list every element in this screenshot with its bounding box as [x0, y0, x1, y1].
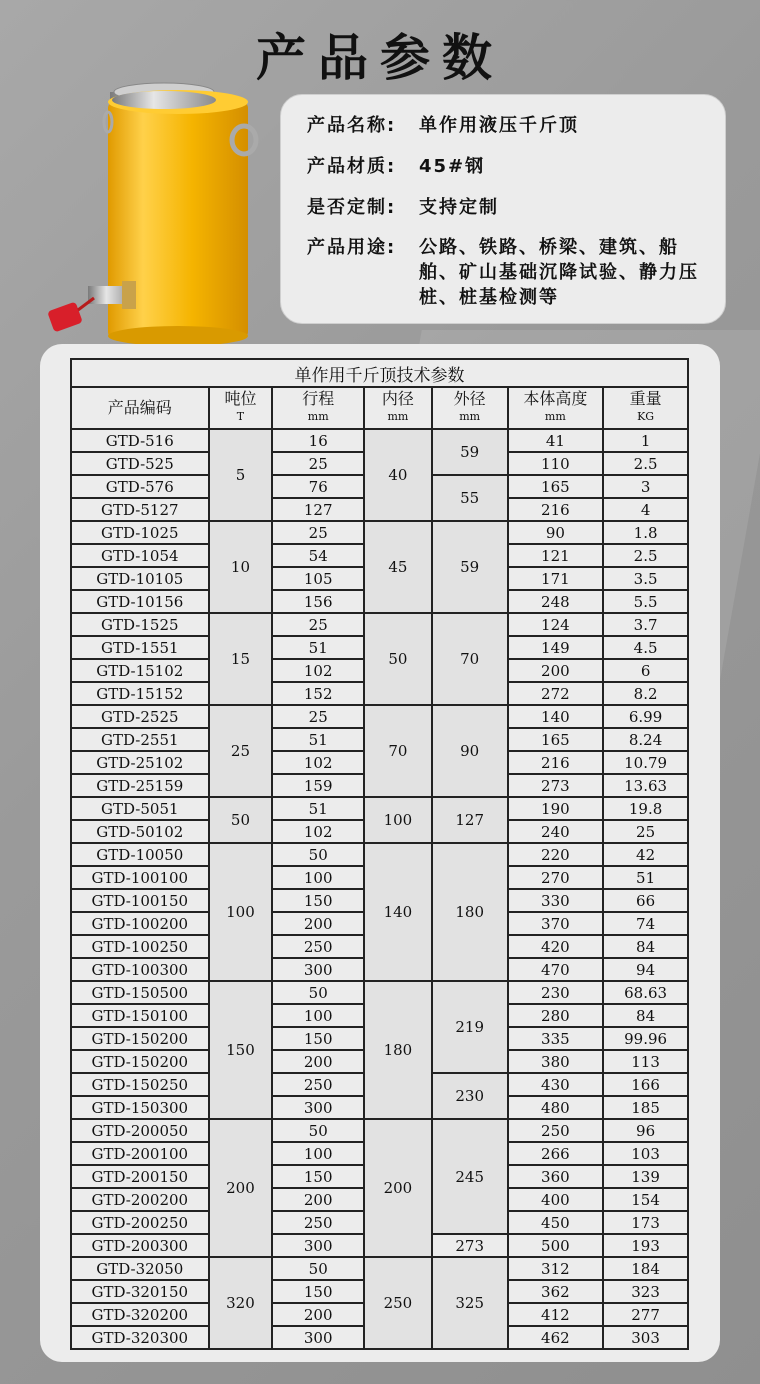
cell-stroke: 25 — [272, 613, 364, 636]
cell-weight: 277 — [603, 1303, 688, 1326]
cell-height: 165 — [508, 475, 604, 498]
cell-height: 110 — [508, 452, 604, 475]
cell-stroke: 25 — [272, 521, 364, 544]
cell-code: GTD-200150 — [71, 1165, 209, 1188]
cell-stroke: 250 — [272, 1073, 364, 1096]
cell-height: 335 — [508, 1027, 604, 1050]
cell-tonnage: 150 — [209, 981, 273, 1119]
cell-height: 248 — [508, 590, 604, 613]
table-row — [71, 797, 688, 820]
cell-tonnage: 50 — [209, 797, 273, 843]
table-row — [71, 1119, 688, 1142]
cell-bore: 180 — [364, 981, 432, 1119]
header-weight: 重量 KG — [603, 387, 688, 429]
cell-code: GTD-2551 — [71, 728, 209, 751]
header-od: 外径 mm — [432, 387, 508, 429]
cell-tonnage: 100 — [209, 843, 273, 981]
cell-stroke: 100 — [272, 866, 364, 889]
cell-tonnage: 5 — [209, 429, 273, 521]
cell-height: 270 — [508, 866, 604, 889]
cell-stroke: 300 — [272, 1096, 364, 1119]
cell-weight: 4 — [603, 498, 688, 521]
cell-weight: 6.99 — [603, 705, 688, 728]
cell-weight: 5.5 — [603, 590, 688, 613]
cell-stroke: 50 — [272, 1257, 364, 1280]
cell-height: 430 — [508, 1073, 604, 1096]
cell-stroke: 200 — [272, 912, 364, 935]
info-material-label: 产品材质: — [307, 156, 397, 177]
cell-od: 180 — [432, 843, 508, 981]
header-tonnage: 吨位 T — [209, 387, 273, 429]
cell-code: GTD-200300 — [71, 1234, 209, 1257]
cell-weight: 154 — [603, 1188, 688, 1211]
cell-bore: 45 — [364, 521, 432, 613]
cell-stroke: 25 — [272, 705, 364, 728]
cell-height: 362 — [508, 1280, 604, 1303]
cell-weight: 113 — [603, 1050, 688, 1073]
cell-stroke: 150 — [272, 1165, 364, 1188]
cell-stroke: 300 — [272, 1326, 364, 1349]
cell-height: 171 — [508, 567, 604, 590]
spec-table-card — [40, 344, 720, 1362]
cell-bore: 140 — [364, 843, 432, 981]
cell-height: 140 — [508, 705, 604, 728]
cell-height: 41 — [508, 429, 604, 452]
cell-weight: 94 — [603, 958, 688, 981]
cell-height: 420 — [508, 935, 604, 958]
cell-weight: 74 — [603, 912, 688, 935]
cell-code: GTD-5051 — [71, 797, 209, 820]
table-row — [71, 1257, 688, 1280]
cell-stroke: 102 — [272, 659, 364, 682]
info-row-usage — [307, 235, 713, 310]
cell-height: 230 — [508, 981, 604, 1004]
cell-code: GTD-320300 — [71, 1326, 209, 1349]
cell-weight: 173 — [603, 1211, 688, 1234]
info-name-label: 产品名称: — [307, 115, 397, 136]
cell-weight: 19.8 — [603, 797, 688, 820]
cell-stroke: 152 — [272, 682, 364, 705]
info-custom-label: 是否定制: — [307, 197, 397, 218]
cell-tonnage: 320 — [209, 1257, 273, 1349]
cell-code: GTD-525 — [71, 452, 209, 475]
cell-height: 250 — [508, 1119, 604, 1142]
cell-bore: 200 — [364, 1119, 432, 1257]
cell-weight: 6 — [603, 659, 688, 682]
cell-code: GTD-100150 — [71, 889, 209, 912]
cell-bore: 100 — [364, 797, 432, 843]
cell-od: 230 — [432, 1073, 508, 1119]
cell-stroke: 200 — [272, 1303, 364, 1326]
cell-stroke: 127 — [272, 498, 364, 521]
cell-code: GTD-100100 — [71, 866, 209, 889]
cell-height: 462 — [508, 1326, 604, 1349]
cell-height: 272 — [508, 682, 604, 705]
cell-weight: 3.5 — [603, 567, 688, 590]
table-row — [71, 981, 688, 1004]
cell-code: GTD-5127 — [71, 498, 209, 521]
cell-od: 273 — [432, 1234, 508, 1257]
cell-od: 219 — [432, 981, 508, 1073]
cell-code: GTD-1054 — [71, 544, 209, 567]
spec-table — [70, 358, 689, 1350]
cell-height: 190 — [508, 797, 604, 820]
cell-height: 121 — [508, 544, 604, 567]
cell-code: GTD-10156 — [71, 590, 209, 613]
cell-tonnage: 10 — [209, 521, 273, 613]
cell-stroke: 200 — [272, 1188, 364, 1211]
cell-od: 70 — [432, 613, 508, 705]
cell-code: GTD-1525 — [71, 613, 209, 636]
cell-stroke: 50 — [272, 981, 364, 1004]
cell-height: 124 — [508, 613, 604, 636]
cell-od: 325 — [432, 1257, 508, 1349]
cell-weight: 185 — [603, 1096, 688, 1119]
cell-code: GTD-1551 — [71, 636, 209, 659]
cell-stroke: 25 — [272, 452, 364, 475]
info-row-name — [307, 111, 579, 137]
table-row — [71, 705, 688, 728]
cell-stroke: 50 — [272, 1119, 364, 1142]
info-row-custom — [307, 193, 499, 219]
page-title: 产品参数 — [256, 29, 504, 87]
header-code: 产品编码 — [71, 387, 209, 429]
cell-stroke: 51 — [272, 728, 364, 751]
cell-code: GTD-25102 — [71, 751, 209, 774]
cell-stroke: 102 — [272, 820, 364, 843]
table-body — [71, 429, 688, 1349]
cell-weight: 66 — [603, 889, 688, 912]
table-header-row — [71, 387, 688, 429]
cell-height: 470 — [508, 958, 604, 981]
cell-weight: 2.5 — [603, 452, 688, 475]
cell-code: GTD-200250 — [71, 1211, 209, 1234]
product-info-panel — [280, 94, 726, 324]
cell-weight: 303 — [603, 1326, 688, 1349]
cell-code: GTD-10105 — [71, 567, 209, 590]
cell-code: GTD-25159 — [71, 774, 209, 797]
info-row-material — [307, 152, 485, 178]
table-row — [71, 429, 688, 452]
cell-od: 245 — [432, 1119, 508, 1234]
cell-code: GTD-150250 — [71, 1073, 209, 1096]
cell-height: 216 — [508, 751, 604, 774]
table-row — [71, 843, 688, 866]
cell-code: GTD-320150 — [71, 1280, 209, 1303]
cell-stroke: 300 — [272, 958, 364, 981]
cell-stroke: 100 — [272, 1004, 364, 1027]
cell-weight: 8.2 — [603, 682, 688, 705]
cell-weight: 166 — [603, 1073, 688, 1096]
cell-height: 90 — [508, 521, 604, 544]
table-row — [71, 521, 688, 544]
cell-height: 240 — [508, 820, 604, 843]
cell-code: GTD-200200 — [71, 1188, 209, 1211]
cell-stroke: 150 — [272, 1280, 364, 1303]
cell-stroke: 16 — [272, 429, 364, 452]
cell-weight: 323 — [603, 1280, 688, 1303]
cell-weight: 8.24 — [603, 728, 688, 751]
cell-height: 330 — [508, 889, 604, 912]
info-material-value: 45#钢 — [419, 156, 486, 177]
cell-height: 216 — [508, 498, 604, 521]
cell-height: 500 — [508, 1234, 604, 1257]
cell-weight: 84 — [603, 1004, 688, 1027]
cell-code: GTD-2525 — [71, 705, 209, 728]
cell-code: GTD-150500 — [71, 981, 209, 1004]
cell-weight: 1 — [603, 429, 688, 452]
cell-height: 412 — [508, 1303, 604, 1326]
cell-stroke: 250 — [272, 1211, 364, 1234]
cell-od: 59 — [432, 429, 508, 475]
info-usage-value: 公路、铁路、桥梁、建筑、船舶、矿山基础沉降试验、静力压桩、桩基检测等 — [419, 237, 699, 308]
cell-weight: 99.96 — [603, 1027, 688, 1050]
cell-stroke: 159 — [272, 774, 364, 797]
cell-code: GTD-10050 — [71, 843, 209, 866]
cell-code: GTD-320200 — [71, 1303, 209, 1326]
cell-height: 312 — [508, 1257, 604, 1280]
cell-stroke: 150 — [272, 1027, 364, 1050]
cell-bore: 50 — [364, 613, 432, 705]
cell-stroke: 51 — [272, 636, 364, 659]
cell-stroke: 100 — [272, 1142, 364, 1165]
cell-stroke: 54 — [272, 544, 364, 567]
cell-height: 480 — [508, 1096, 604, 1119]
cell-code: GTD-150300 — [71, 1096, 209, 1119]
cell-weight: 25 — [603, 820, 688, 843]
cell-code: GTD-576 — [71, 475, 209, 498]
cell-height: 400 — [508, 1188, 604, 1211]
cell-height: 200 — [508, 659, 604, 682]
cell-stroke: 156 — [272, 590, 364, 613]
cell-weight: 103 — [603, 1142, 688, 1165]
cell-code: GTD-150100 — [71, 1004, 209, 1027]
cell-code: GTD-32050 — [71, 1257, 209, 1280]
cell-code: GTD-200050 — [71, 1119, 209, 1142]
header-stroke: 行程 mm — [272, 387, 364, 429]
cell-code: GTD-15152 — [71, 682, 209, 705]
cell-code: GTD-516 — [71, 429, 209, 452]
cell-height: 165 — [508, 728, 604, 751]
cell-height: 370 — [508, 912, 604, 935]
cell-od: 90 — [432, 705, 508, 797]
cell-tonnage: 25 — [209, 705, 273, 797]
cell-stroke: 50 — [272, 843, 364, 866]
cell-weight: 84 — [603, 935, 688, 958]
cell-code: GTD-15102 — [71, 659, 209, 682]
info-custom-value: 支持定制 — [419, 197, 499, 218]
cell-bore: 40 — [364, 429, 432, 521]
cell-weight: 51 — [603, 866, 688, 889]
cell-od: 127 — [432, 797, 508, 843]
cell-stroke: 300 — [272, 1234, 364, 1257]
cell-height: 220 — [508, 843, 604, 866]
cell-height: 380 — [508, 1050, 604, 1073]
cell-weight: 3 — [603, 475, 688, 498]
header-bore: 内径 mm — [364, 387, 432, 429]
cell-stroke: 150 — [272, 889, 364, 912]
table-row — [71, 613, 688, 636]
cell-weight: 139 — [603, 1165, 688, 1188]
cell-stroke: 102 — [272, 751, 364, 774]
cell-height: 149 — [508, 636, 604, 659]
cell-tonnage: 15 — [209, 613, 273, 705]
cell-height: 266 — [508, 1142, 604, 1165]
cell-code: GTD-100200 — [71, 912, 209, 935]
cell-weight: 2.5 — [603, 544, 688, 567]
cell-weight: 1.8 — [603, 521, 688, 544]
info-usage-label: 产品用途: — [307, 237, 397, 258]
cell-weight: 4.5 — [603, 636, 688, 659]
cell-stroke: 200 — [272, 1050, 364, 1073]
cell-od: 55 — [432, 475, 508, 521]
cell-weight: 42 — [603, 843, 688, 866]
cell-code: GTD-50102 — [71, 820, 209, 843]
cell-height: 280 — [508, 1004, 604, 1027]
cell-weight: 13.63 — [603, 774, 688, 797]
cell-stroke: 51 — [272, 797, 364, 820]
cell-od: 59 — [432, 521, 508, 613]
cell-code: GTD-100300 — [71, 958, 209, 981]
cell-tonnage: 200 — [209, 1119, 273, 1257]
cell-weight: 96 — [603, 1119, 688, 1142]
cell-height: 360 — [508, 1165, 604, 1188]
cell-weight: 193 — [603, 1234, 688, 1257]
product-image — [48, 78, 268, 348]
cell-stroke: 76 — [272, 475, 364, 498]
cell-stroke: 250 — [272, 935, 364, 958]
header-height: 本体高度 mm — [508, 387, 604, 429]
cell-code: GTD-150200 — [71, 1050, 209, 1073]
cell-code: GTD-200100 — [71, 1142, 209, 1165]
info-name-value: 单作用液压千斤顶 — [419, 115, 579, 136]
table-caption: 单作用千斤顶技术参数 — [71, 359, 688, 387]
cell-code: GTD-150200 — [71, 1027, 209, 1050]
cell-bore: 70 — [364, 705, 432, 797]
cell-weight: 10.79 — [603, 751, 688, 774]
cell-height: 450 — [508, 1211, 604, 1234]
cell-weight: 184 — [603, 1257, 688, 1280]
cell-bore: 250 — [364, 1257, 432, 1349]
cell-code: GTD-1025 — [71, 521, 209, 544]
cell-weight: 68.63 — [603, 981, 688, 1004]
cell-stroke: 105 — [272, 567, 364, 590]
cell-code: GTD-100250 — [71, 935, 209, 958]
cell-weight: 3.7 — [603, 613, 688, 636]
cell-height: 273 — [508, 774, 604, 797]
